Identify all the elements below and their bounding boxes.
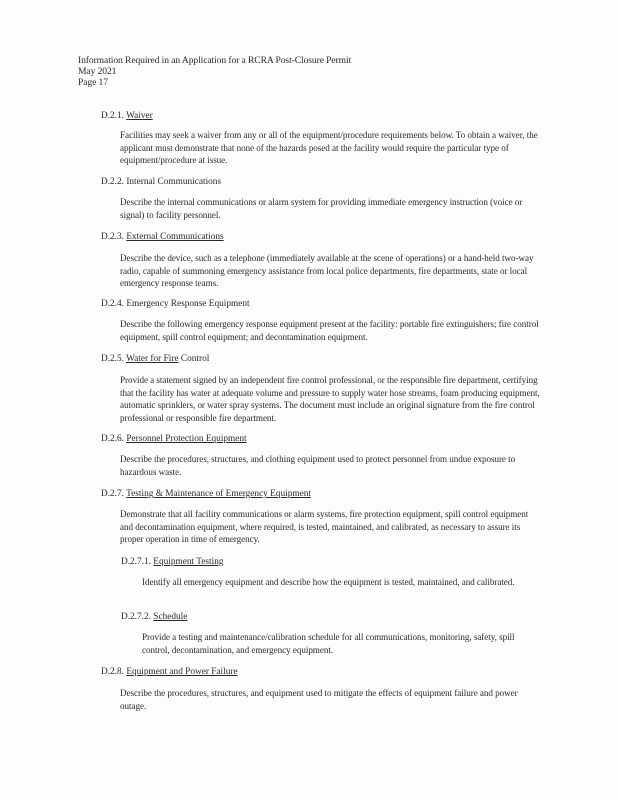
header-page-number: Page 17 <box>78 77 108 88</box>
section-body-internal-communications: Describe the internal communications or alarm system for providing immediate emergency instruction (voice or signal) to facility personnel. <box>120 197 523 220</box>
section-heading-equipment-power-failure <box>101 667 238 678</box>
section-number: D.2.6. <box>101 434 124 444</box>
section-body-personnel-protection-equipment: Describe the procedures, structures, and clothing equipment used to protect personnel from undue exposure to hazardous waste. <box>120 454 516 477</box>
subsection-heading-equipment-testing <box>121 557 224 568</box>
page-header <box>78 55 351 88</box>
section-body-testing-maintenance: Demonstrate that all facility communications or alarm systems, fire protection equipment, spill control equipment and decontamination equipment, where required, is tested, maintained, and calibrated, as necessary to assure its proper operation in time of emergency. <box>120 509 529 544</box>
section-heading-personnel-protection-equipment <box>101 434 247 445</box>
section-heading-water-for-fire-control <box>101 354 209 365</box>
subsection-body-schedule: Provide a testing and maintenance/calibration schedule for all communications, monitoring, safety, spill control, decontamination, and emergency equipment. <box>142 632 515 655</box>
section-body-waiver: Facilities may seek a waiver from any or all of the equipment/procedure requirements below. To obtain a waiver, the applicant must demonstrate that none of the hazards posed at the facility would require the particular type of equipment/procedure at issue. <box>120 130 538 165</box>
section-body-emergency-response-equipment: Describe the following emergency response equipment present at the facility: portable fire extinguishers; fire control equipment, spill control equipment; and decontamination equipment. <box>120 319 539 342</box>
header-date: May 2021 <box>78 66 117 77</box>
section-heading-waiver <box>101 111 153 122</box>
section-heading-internal-communications <box>101 177 221 188</box>
section-title-underlined: Water for Fire <box>126 354 179 364</box>
section-title: Emergency Response Equipment <box>126 299 250 309</box>
section-number: D.2.4. <box>101 299 124 309</box>
section-title: Equipment Testing <box>153 557 224 567</box>
section-body-external-communications: Describe the device, such as a telephone (immediately available at the scene of operations) or a hand-held two-way radio, capable of summoning emergency assistance from local police departments, fire departments, state or local emergency response teams. <box>120 253 534 288</box>
section-heading-testing-maintenance <box>101 489 311 500</box>
section-number: D.2.1. <box>101 111 124 121</box>
subsection-body-equipment-testing: Identify all emergency equipment and describe how the equipment is tested, maintained, and calibrated. <box>142 577 515 587</box>
subsection-heading-schedule <box>121 612 187 623</box>
section-title: Personnel Protection Equipment <box>126 434 247 444</box>
section-heading-external-communications <box>101 232 224 243</box>
section-number: D.2.5. <box>101 354 124 364</box>
section-body-water-for-fire-control: Provide a statement signed by an independent fire control professional, or the responsible fire department, certifying that the facility has water at adequate volume and pressure to supply water hose streams, foam producing equipment, automatic sprinklers, or water spray systems. The document must include an original signature from the fire control professional or responsible fire department. <box>120 375 540 423</box>
section-title: Equipment and Power Failure <box>126 667 238 677</box>
section-number: D.2.8. <box>101 667 124 677</box>
section-body-equipment-power-failure: Describe the procedures, structures, and equipment used to mitigate the effects of equipment failure and power outage. <box>120 688 518 711</box>
section-title-rest: Control <box>178 354 210 364</box>
section-heading-emergency-response-equipment <box>101 299 250 310</box>
header-title: Information Required in an Application for a RCRA Post-Closure Permit <box>78 55 352 66</box>
section-number: D.2.7. <box>101 489 124 499</box>
section-title: Internal Communications <box>126 177 222 187</box>
section-number: D.2.7.2. <box>121 612 151 622</box>
section-number: D.2.3. <box>101 232 124 242</box>
section-number: D.2.2. <box>101 177 124 187</box>
section-title: External Communications <box>126 232 224 242</box>
section-title: Waiver <box>126 111 153 121</box>
section-title: Testing & Maintenance of Emergency Equipment <box>126 489 311 499</box>
section-title: Schedule <box>153 612 188 622</box>
section-number: D.2.7.1. <box>121 557 151 567</box>
